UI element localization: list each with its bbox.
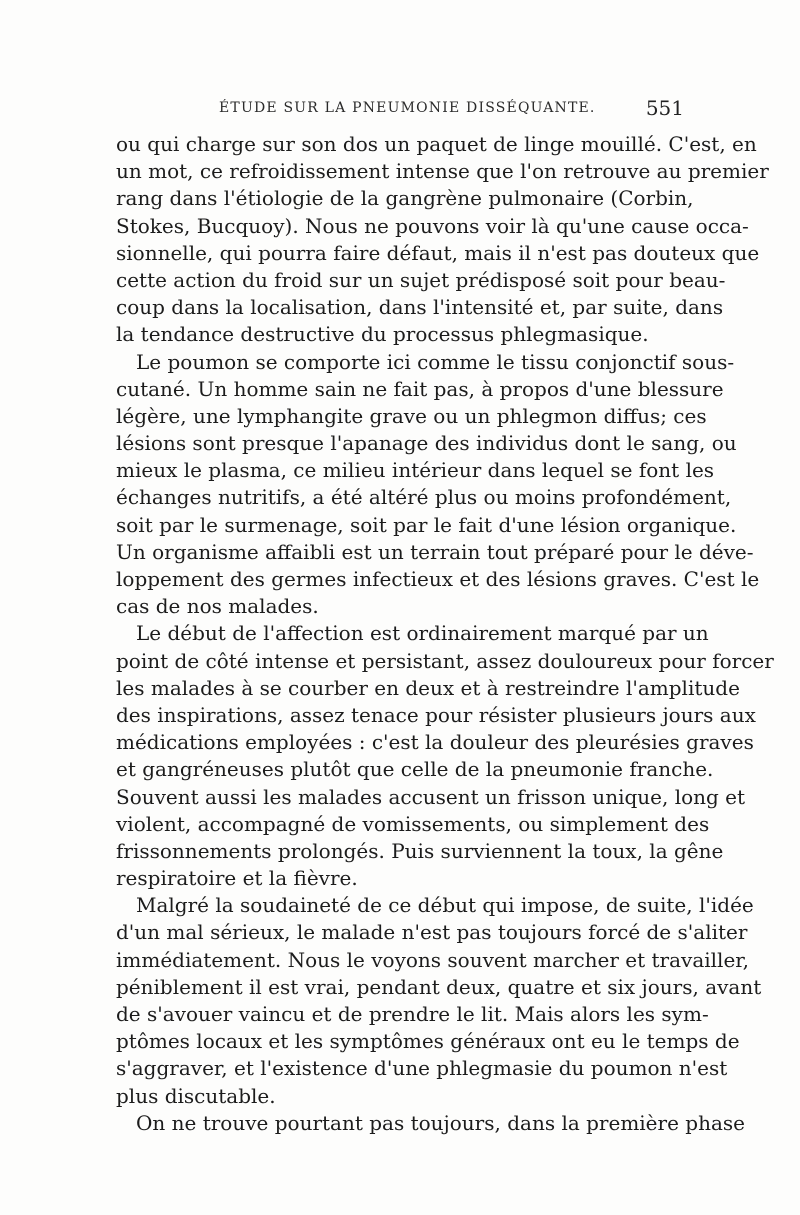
text-line: de s'avouer vaincu et de prendre le lit. Mais alors les sym-	[116, 1002, 709, 1026]
text-line: cutané. Un homme sain ne fait pas, à propos d'une blessure	[116, 376, 724, 401]
text-line: soit par le surmenage, soit par le fait d'une lésion organique.	[116, 512, 737, 537]
text-line: Le poumon se comporte ici comme le tissu conjonctif sous-	[136, 349, 735, 374]
text-line: Un organisme affaibli est un terrain tout préparé pour le déve-	[116, 539, 754, 564]
text-line: Le début de l'affection est ordinairement marqué par un	[136, 621, 709, 646]
text-line: violent, accompagné de vomissements, ou simplement des	[116, 811, 710, 836]
text-line: point de côté intense et persistant, assez douloureux pour forcer	[116, 648, 774, 673]
text-line: ptômes locaux et les symptômes généraux ont eu le temps de	[116, 1029, 740, 1054]
text-line: coup dans la localisation, dans l'intensité et, par suite, dans	[116, 295, 724, 320]
page-header	[116, 96, 684, 124]
text-line: plus discutable.	[116, 1083, 276, 1108]
text-line: d'un mal sérieux, le malade n'est pas toujours forcé de s'aliter	[116, 920, 748, 945]
running-title: ÉTUDE SUR LA PNEUMONIE DISSÉQUANTE.	[219, 100, 596, 116]
text-line: s'aggraver, et l'existence d'une phlegmasie du poumon n'est	[116, 1056, 728, 1081]
text-line: Stokes, Bucquoy). Nous ne pouvons voir là qu'une cause occa-	[116, 213, 749, 238]
text-line: Souvent aussi les malades accusent un frisson unique, long et	[116, 784, 746, 809]
text-line: lésions sont presque l'apanage des individus dont le sang, ou	[116, 431, 737, 456]
text-line: ou qui charge sur son dos un paquet de linge mouillé. C'est, en	[116, 132, 757, 156]
text-line: loppement des germes infectieux et des lésions graves. C'est le	[116, 567, 760, 591]
body-text	[116, 131, 774, 1137]
text-line: Malgré la soudaineté de ce début qui impose, de suite, l'idée	[136, 893, 754, 918]
text-line: cas de nos malades.	[116, 594, 319, 619]
text-line: des inspirations, assez tenace pour résister plusieurs jours aux	[116, 702, 756, 727]
text-line: légère, une lymphangite grave ou un phlegmon diffus; ces	[116, 403, 707, 428]
page-number: 551	[645, 96, 684, 120]
text-line: un mot, ce refroidissement intense que l'on retrouve au premier	[116, 159, 769, 184]
text-line: cette action du froid sur un sujet prédisposé soit pour beau-	[116, 267, 726, 292]
text-line: péniblement il est vrai, pendant deux, quatre et six jours, avant	[116, 974, 762, 999]
text-line: et gangréneuses plutôt que celle de la pneumonie franche.	[116, 757, 714, 782]
text-line: immédiatement. Nous le voyons souvent marcher et travailler,	[116, 947, 750, 972]
text-line: échanges nutritifs, a été altéré plus ou moins profondément,	[116, 485, 732, 510]
text-line: respiratoire et la fièvre.	[116, 866, 358, 891]
text-line: frissonnements prolongés. Puis surviennent la toux, la gêne	[116, 838, 724, 863]
text-line: les malades à se courber en deux et à restreindre l'amplitude	[116, 675, 740, 700]
text-line: On ne trouve pourtant pas toujours, dans la première phase	[136, 1110, 745, 1135]
text-line: la tendance destructive du processus phlegmasique.	[116, 322, 649, 347]
text-line: mieux le plasma, ce milieu intérieur dans lequel se font les	[116, 458, 715, 483]
text-line: médications employées : c'est la douleur des pleurésies graves	[116, 730, 754, 755]
text-line: sionnelle, qui pourra faire défaut, mais il n'est pas douteux que	[116, 240, 760, 265]
text-line: rang dans l'étiologie de la gangrène pulmonaire (Corbin,	[116, 186, 694, 211]
